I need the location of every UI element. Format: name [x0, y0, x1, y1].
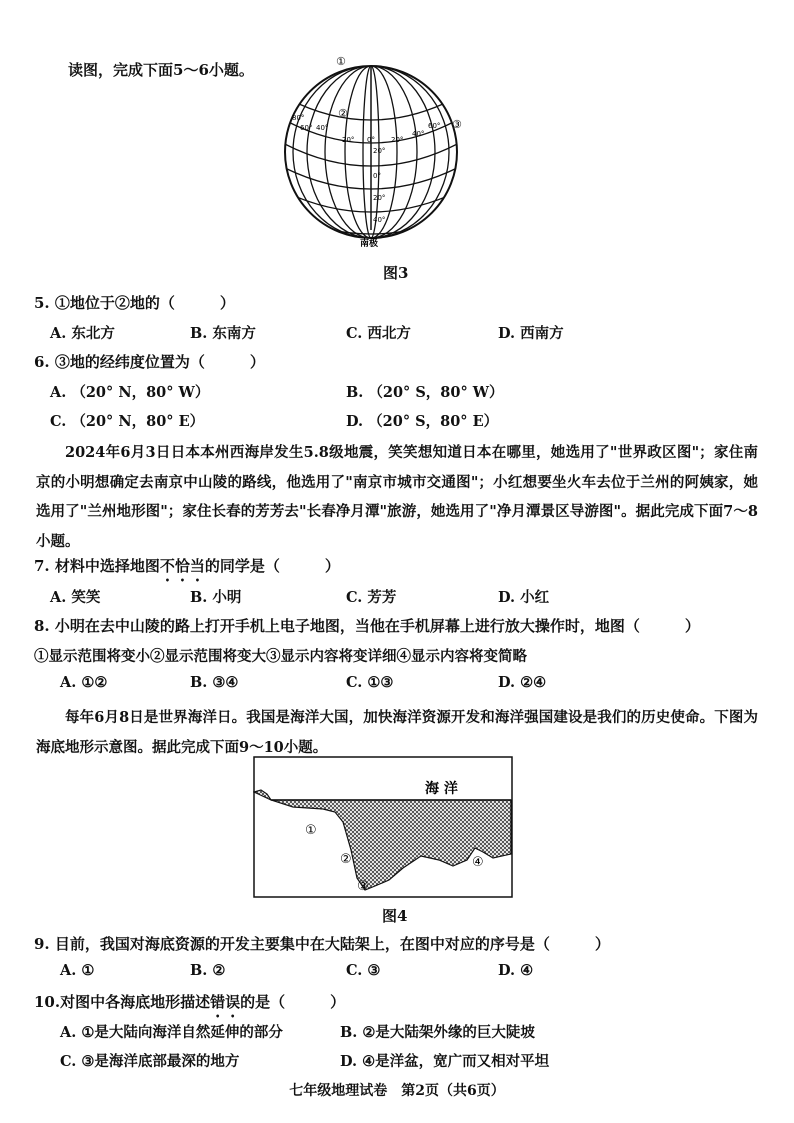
- passage-2: 每年6月8日是世界海洋日。我国是海洋大国，加快海洋资源开发和海洋强国建设是我们的历史使命。下图为海底地形示意图。据此完成下面9～10小题。: [36, 709, 758, 756]
- figure-3-caption: 图3: [383, 264, 409, 282]
- globe-label-3: ③: [452, 118, 462, 131]
- seafloor-ocean-label: 海 洋: [425, 781, 458, 797]
- q6-option-b[interactable]: B. （20° S，80° W）: [346, 384, 504, 401]
- q9-stem: 9. 目前，我国对海底资源的开发主要集中在大陆架上，在图中对应的序号是（ ）: [34, 935, 610, 953]
- q7-stem-pre: 7. 材料中选择地图: [34, 557, 160, 575]
- globe-lon-label: 80°: [292, 114, 305, 122]
- globe-lon-label: 0°: [367, 136, 375, 144]
- q9-option-b[interactable]: B. ②: [190, 962, 226, 979]
- globe-lon-label: 20°: [391, 136, 404, 144]
- intro-text: 读图，完成下面5～6小题。: [68, 61, 254, 79]
- seafloor-marker-4: ④: [472, 855, 484, 870]
- q8-option-b[interactable]: B. ③④: [190, 674, 239, 691]
- q5-option-a[interactable]: A. 东北方: [50, 325, 115, 342]
- q10-stem-emphasis: 错误: [210, 993, 241, 1011]
- globe-label-1: ①: [336, 55, 346, 68]
- q10-option-c[interactable]: C. ③是海洋底部最深的地方: [60, 1053, 240, 1070]
- q10-option-a[interactable]: A. ①是大陆向海洋自然延伸的部分: [60, 1024, 283, 1041]
- q10-stem-pre: 10.对图中各海底地形描述: [34, 993, 211, 1011]
- q5-stem: 5. ①地位于②地的（ ）: [34, 294, 235, 312]
- q6-option-d[interactable]: D. （20° S，80° E）: [346, 413, 499, 430]
- q8-option-c[interactable]: C. ①③: [346, 674, 394, 691]
- globe-lat-label: 20°: [373, 147, 386, 155]
- globe-lat-label: 20°: [373, 194, 386, 202]
- globe-lon-label: 60°: [300, 124, 313, 132]
- q9-option-a[interactable]: A. ①: [60, 962, 95, 979]
- q8-sub-statements: ①显示范围将变小②显示范围将变大③显示内容将变详细④显示内容将变简略: [34, 648, 527, 665]
- q9-option-c[interactable]: C. ③: [346, 962, 381, 979]
- globe-lon-label: 60°: [428, 122, 441, 130]
- q8-stem: 8. 小明在去中山陵的路上打开手机上电子地图，当他在手机屏幕上进行放大操作时，地图（ ）: [34, 617, 700, 635]
- q9-option-d[interactable]: D. ④: [498, 962, 534, 979]
- seafloor-marker-2: ②: [340, 852, 352, 867]
- q8-option-d[interactable]: D. ②④: [498, 674, 547, 691]
- q10-option-b[interactable]: B. ②是大陆架外缘的巨大陡坡: [340, 1024, 535, 1041]
- globe-lon-label: 40°: [412, 130, 425, 138]
- passage-1: 2024年6月3日日本本州西海岸发生5.8级地震，笑笑想知道日本在哪里，她选用了"世界政区图"；家住南京的小明想确定去南京中山陵的路线，他选用了"南京市城市交通图"；小红想要坐火车去位于兰州的阿姨家，她选用了"兰州地形图"；家住长春的芳芳去"长春净月潭"旅游，她选用了"净月潭景区导游图"。据此完成下面7～8小题。: [36, 444, 758, 550]
- page-footer: 七年级地理试卷 第2页（共6页）: [289, 1083, 505, 1099]
- q7-option-d[interactable]: D. 小红: [498, 589, 550, 606]
- globe-pole-label: 南极: [360, 239, 379, 249]
- q5-option-d[interactable]: D. 西南方: [498, 325, 564, 342]
- q7-option-c[interactable]: C. 芳芳: [346, 589, 397, 606]
- q10-stem-post: 的是（ ）: [240, 993, 346, 1011]
- seafloor-figure: [253, 756, 513, 898]
- globe-figure: [276, 50, 466, 250]
- q10-option-d[interactable]: D. ④是洋盆，宽广而又相对平坦: [340, 1053, 550, 1070]
- q8-option-a[interactable]: A. ①②: [60, 674, 108, 691]
- seafloor-marker-1: ①: [305, 823, 317, 838]
- q7-option-a[interactable]: A. 笑笑: [50, 589, 101, 606]
- globe-lat-label: 0°: [373, 172, 381, 180]
- figure-4-caption: 图4: [382, 907, 408, 925]
- globe-lon-label: 40°: [316, 124, 329, 132]
- q7-stem: [34, 555, 340, 585]
- q5-option-c[interactable]: C. 西北方: [346, 325, 411, 342]
- q7-option-b[interactable]: B. 小明: [190, 589, 242, 606]
- q6-option-c[interactable]: C. （20° N，80° E）: [50, 413, 205, 430]
- globe-lat-label: 40°: [373, 216, 386, 224]
- globe-label-2: ②: [338, 107, 348, 120]
- q6-option-a[interactable]: A. （20° N，80° W）: [50, 384, 210, 401]
- q6-stem: 6. ③地的经纬度位置为（ ）: [34, 353, 265, 371]
- globe-lon-label: 20°: [342, 136, 355, 144]
- q7-stem-post: 的同学是（ ）: [204, 557, 340, 575]
- q10-stem: [34, 991, 345, 1021]
- seafloor-marker-3: ③: [357, 879, 369, 894]
- q7-stem-emphasis: 不恰当: [159, 557, 205, 575]
- q5-option-b[interactable]: B. 东南方: [190, 325, 256, 342]
